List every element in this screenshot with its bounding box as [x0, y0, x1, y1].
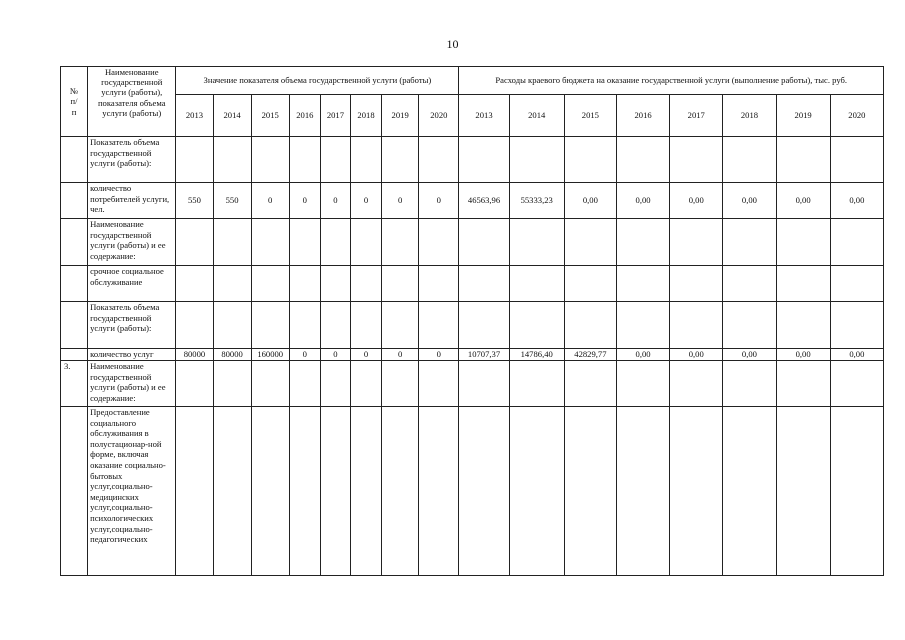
volume-value-cell [213, 302, 251, 349]
table-row [61, 137, 884, 183]
expenses-value-cell [459, 361, 509, 407]
expenses-value-cell [509, 219, 564, 266]
volume-value-cell [289, 219, 320, 266]
row-label: Наименование государственной услуги (работы) и ее содержание: [88, 361, 176, 407]
expenses-value-cell [830, 361, 883, 407]
volume-value-cell [382, 361, 419, 407]
volume-value-cell: 0 [320, 349, 350, 361]
expenses-value-cell [670, 361, 723, 407]
volume-value-cell [320, 302, 350, 349]
expenses-value-cell [723, 407, 776, 576]
expenses-value-cell [670, 302, 723, 349]
volume-value-cell [320, 407, 350, 576]
volume-value-cell [213, 361, 251, 407]
volume-year-2017: 2017 [320, 95, 350, 137]
table-row [61, 302, 884, 349]
table-row [61, 266, 884, 302]
volume-value-cell [176, 407, 213, 576]
volume-value-cell [419, 266, 459, 302]
volume-value-cell [320, 137, 350, 183]
expenses-year-2016: 2016 [616, 95, 669, 137]
row-label: Показатель объема государственной услуги (работы): [88, 302, 176, 349]
expenses-value-cell [830, 266, 883, 302]
expenses-value-cell [616, 407, 669, 576]
volume-value-cell [289, 266, 320, 302]
expenses-value-cell [509, 302, 564, 349]
volume-year-2013: 2013 [176, 95, 213, 137]
volume-value-cell [176, 219, 213, 266]
volume-value-cell [251, 266, 289, 302]
page-number: 10 [446, 37, 459, 51]
expenses-value-cell [776, 302, 830, 349]
expenses-value-cell: 0,00 [616, 349, 669, 361]
volume-value-cell [176, 266, 213, 302]
row-label: количество услуг [88, 349, 176, 361]
expenses-value-cell [564, 361, 616, 407]
volume-value-cell [382, 302, 419, 349]
expenses-value-cell [459, 137, 509, 183]
volume-value-cell [350, 302, 381, 349]
volume-value-cell [350, 137, 381, 183]
expenses-year-2020: 2020 [830, 95, 883, 137]
volume-value-cell [176, 302, 213, 349]
expenses-value-cell: 0,00 [776, 349, 830, 361]
row-label: Показатель объема государственной услуги (работы): [88, 137, 176, 183]
volume-value-cell [289, 302, 320, 349]
expenses-value-cell: 10707,37 [459, 349, 509, 361]
expenses-value-cell [723, 361, 776, 407]
volume-value-cell [289, 407, 320, 576]
table-row [61, 361, 884, 407]
expenses-year-2013: 2013 [459, 95, 509, 137]
volume-value-cell: 0 [289, 349, 320, 361]
expenses-value-cell: 14786,40 [509, 349, 564, 361]
expenses-value-cell [670, 137, 723, 183]
row-label: количество потребителей услуги, чел. [88, 183, 176, 219]
expenses-value-cell: 0,00 [670, 183, 723, 219]
volume-value-cell [320, 266, 350, 302]
header-row [61, 67, 884, 95]
expenses-value-cell: 0,00 [830, 183, 883, 219]
volume-value-cell [350, 266, 381, 302]
volume-value-cell [251, 361, 289, 407]
expenses-value-cell [564, 266, 616, 302]
expenses-value-cell [616, 219, 669, 266]
volume-value-cell: 0 [419, 183, 459, 219]
volume-value-cell: 0 [251, 183, 289, 219]
row-number [61, 407, 88, 576]
expenses-value-cell: 0,00 [670, 349, 723, 361]
expenses-value-cell [776, 407, 830, 576]
volume-value-cell [251, 219, 289, 266]
expenses-value-cell: 0,00 [564, 183, 616, 219]
volume-year-2020: 2020 [419, 95, 459, 137]
volume-value-cell [213, 137, 251, 183]
expenses-value-cell [509, 266, 564, 302]
expenses-year-2014: 2014 [509, 95, 564, 137]
volume-expenses-table [60, 66, 884, 576]
row-number: 3. [61, 361, 88, 407]
expenses-value-cell [459, 266, 509, 302]
expenses-value-cell [830, 137, 883, 183]
expenses-value-cell [670, 407, 723, 576]
row-label: срочное социальное обслуживание [88, 266, 176, 302]
table-row [61, 183, 884, 219]
volume-value-cell: 80000 [176, 349, 213, 361]
volume-year-2016: 2016 [289, 95, 320, 137]
row-number [61, 349, 88, 361]
volume-value-cell: 0 [350, 183, 381, 219]
expenses-value-cell [564, 302, 616, 349]
volume-value-cell [251, 137, 289, 183]
volume-value-cell [213, 407, 251, 576]
volume-value-cell: 80000 [213, 349, 251, 361]
volume-value-cell [350, 219, 381, 266]
row-label: Наименование государственной услуги (работы) и ее содержание: [88, 219, 176, 266]
expenses-year-2015: 2015 [564, 95, 616, 137]
row-number [61, 266, 88, 302]
expenses-value-cell [830, 407, 883, 576]
expenses-year-2019: 2019 [776, 95, 830, 137]
volume-value-cell [251, 302, 289, 349]
volume-value-cell [350, 361, 381, 407]
volume-value-cell [419, 219, 459, 266]
volume-value-cell [176, 137, 213, 183]
expenses-value-cell [459, 407, 509, 576]
expenses-value-cell: 0,00 [830, 349, 883, 361]
expenses-value-cell [509, 407, 564, 576]
expenses-value-cell [670, 266, 723, 302]
row-number [61, 183, 88, 219]
volume-value-cell: 0 [289, 183, 320, 219]
expenses-value-cell [830, 302, 883, 349]
expenses-value-cell [830, 219, 883, 266]
table-row [61, 407, 884, 576]
volume-year-2014: 2014 [213, 95, 251, 137]
expenses-value-cell [509, 361, 564, 407]
expenses-value-cell: 0,00 [776, 183, 830, 219]
expenses-value-cell [616, 137, 669, 183]
volume-value-cell: 550 [176, 183, 213, 219]
volume-value-cell [213, 219, 251, 266]
volume-value-cell: 0 [382, 349, 419, 361]
expenses-value-cell [776, 361, 830, 407]
volume-value-cell [419, 407, 459, 576]
expenses-year-2018: 2018 [723, 95, 776, 137]
volume-year-2015: 2015 [251, 95, 289, 137]
header-name: Наименование государственной услуги (работы), показателя объема услуги (работы) [88, 67, 176, 137]
year-header-row [61, 95, 884, 137]
expenses-value-cell: 0,00 [723, 349, 776, 361]
expenses-value-cell: 42829,77 [564, 349, 616, 361]
volume-value-cell [176, 361, 213, 407]
volume-year-2018: 2018 [350, 95, 381, 137]
volume-value-cell [350, 407, 381, 576]
expenses-value-cell [509, 137, 564, 183]
table-row [61, 349, 884, 361]
expenses-value-cell [564, 137, 616, 183]
expenses-value-cell [616, 266, 669, 302]
expenses-value-cell [564, 219, 616, 266]
expenses-value-cell [723, 302, 776, 349]
row-number [61, 302, 88, 349]
volume-value-cell: 0 [419, 349, 459, 361]
table-row [61, 219, 884, 266]
header-expenses-group: Расходы краевого бюджета на оказание государственной услуги (выполнение работы), тыс. руб. [459, 67, 884, 95]
expenses-value-cell [459, 219, 509, 266]
expenses-value-cell: 55333,23 [509, 183, 564, 219]
volume-value-cell [382, 407, 419, 576]
expenses-value-cell [776, 266, 830, 302]
volume-value-cell [382, 266, 419, 302]
expenses-value-cell [776, 137, 830, 183]
row-number [61, 219, 88, 266]
header-volume-group: Значение показателя объема государственной услуги (работы) [176, 67, 459, 95]
expenses-year-2017: 2017 [670, 95, 723, 137]
volume-value-cell [320, 219, 350, 266]
volume-value-cell: 0 [320, 183, 350, 219]
volume-value-cell: 0 [350, 349, 381, 361]
volume-value-cell [419, 302, 459, 349]
volume-value-cell: 0 [382, 183, 419, 219]
volume-value-cell [419, 137, 459, 183]
volume-value-cell [251, 407, 289, 576]
expenses-value-cell: 46563,96 [459, 183, 509, 219]
volume-value-cell: 550 [213, 183, 251, 219]
expenses-value-cell [616, 361, 669, 407]
expenses-value-cell [564, 407, 616, 576]
volume-value-cell [382, 137, 419, 183]
header-number: № п/ п [61, 67, 88, 137]
row-number [61, 137, 88, 183]
expenses-value-cell [670, 219, 723, 266]
volume-value-cell [289, 361, 320, 407]
expenses-value-cell [723, 266, 776, 302]
expenses-value-cell [616, 302, 669, 349]
expenses-value-cell [776, 219, 830, 266]
expenses-value-cell [723, 219, 776, 266]
expenses-value-cell [459, 302, 509, 349]
volume-year-2019: 2019 [382, 95, 419, 137]
volume-value-cell [320, 361, 350, 407]
volume-value-cell [289, 137, 320, 183]
expenses-value-cell [723, 137, 776, 183]
row-label: Предоставление социального обслуживания в полустационар-ной форме, включая оказание социально-бытовых услуг,социально-медицинских услуг,социально-психологических услуг,социально-педагогических [88, 407, 176, 576]
volume-value-cell [419, 361, 459, 407]
volume-value-cell [382, 219, 419, 266]
expenses-value-cell: 0,00 [616, 183, 669, 219]
volume-value-cell [213, 266, 251, 302]
volume-value-cell: 160000 [251, 349, 289, 361]
expenses-value-cell: 0,00 [723, 183, 776, 219]
